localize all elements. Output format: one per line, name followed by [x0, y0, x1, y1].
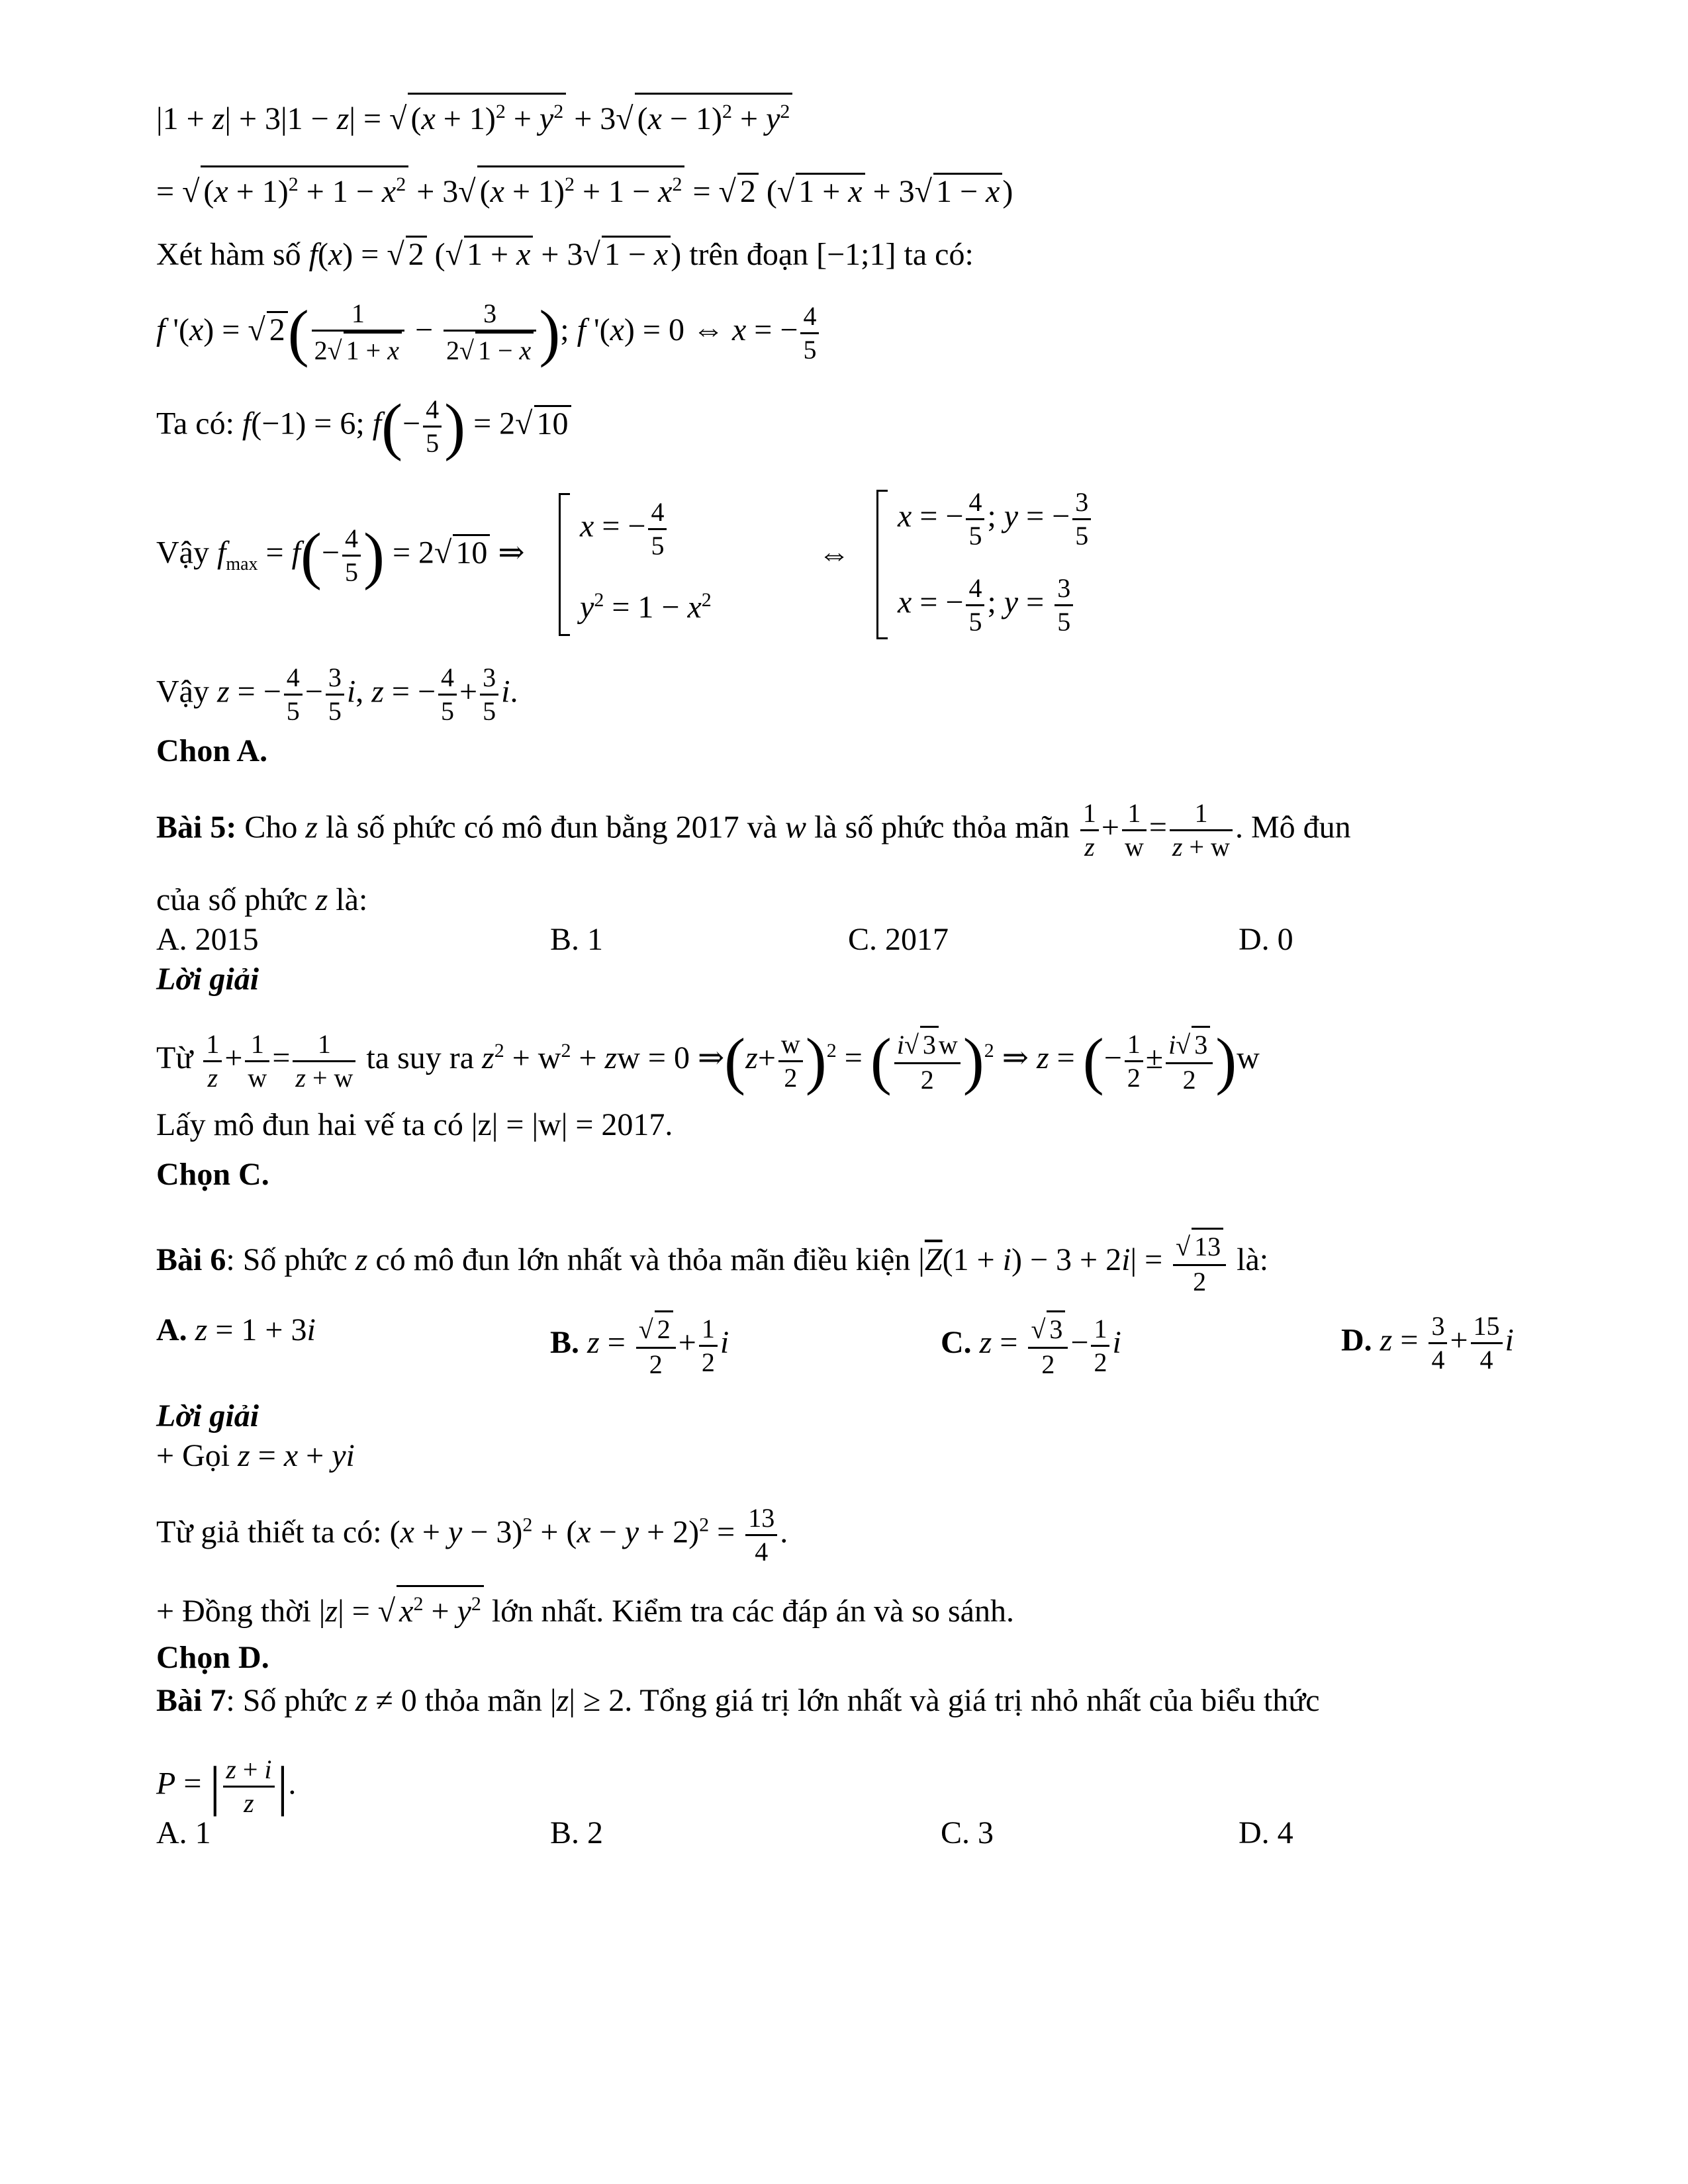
bai5-answer: Chọn C. — [156, 1157, 269, 1192]
bai5-question: Bài 5: Cho z là số phức có mô đun bằng 2017 và w là số phức thỏa mãn $\frac{1}{z}$ + $\frac{1}{w}$ = $\frac{1}{z + w}$ . Mô đun — [156, 798, 1351, 862]
bai7-option-d: D. 4 — [1239, 1815, 1293, 1850]
bai6-question: Bài 6: Số phức z có mô đun lớn nhất và thỏa mãn điều kiện $|\overline{Z}(1 + i) - 3 + 2i|$ = $\frac{√ 13}{2}$ là: — [156, 1228, 1268, 1298]
bai5-sol1-b: ta suy ra — [366, 1040, 475, 1076]
bai6-solution-heading: Lời giải — [156, 1398, 259, 1433]
system-2-row-1: x = − $\frac{4}{5}$ ; y = − $\frac{3}{5}$ — [898, 486, 1094, 552]
bai5-option-a: A. 2015 — [156, 922, 259, 957]
bai6-option-d: D. z = $\frac{3}{4}$ + $\frac{15}{4}$ i — [1341, 1311, 1514, 1375]
equation-line-2: = √ $(x + 1)^2 + 1 - x^2 + 3√$ $(x + 1)^2 + 1 - x^2$ = √ 2 (√ 1 + x + 3√ 1 − x) — [156, 165, 1013, 212]
system-2-row-2: x = − $\frac{4}{5}$ ; y = $\frac{3}{5}$ — [898, 572, 1076, 638]
bai6-text-c: là: — [1237, 1242, 1269, 1278]
bai5-text-c: là số phức thỏa mãn — [814, 809, 1070, 845]
bai7-option-c: C. 3 — [941, 1815, 994, 1850]
l3-label-b: trên đoạn — [689, 237, 809, 272]
bai6-text-b: có mô đun lớn nhất và thỏa mãn điều kiện — [375, 1242, 911, 1278]
bai5-question-cont: của số phức z là: — [156, 882, 368, 917]
bai7-label: Bài 7 — [156, 1683, 226, 1718]
bai7-expression: P = | $\frac{z + i}{z}$ |. — [156, 1754, 297, 1818]
equation-line-1: |1 + z| + 3|1 − z| = √ $(x + 1)^2 + y^2 + 3√$ $(x - 1)^2 + y^2$ — [156, 93, 792, 139]
bai6-sol3-b: lớn nhất. Kiểm tra các đáp án và so sánh. — [491, 1594, 1014, 1629]
bai6-option-d-label: D. — [1341, 1322, 1372, 1358]
text-line-3: Xét hàm số f(x) = √ 2 (√ 1 + x + 3√ 1 − x) trên đoạn [−1;1] ta có: — [156, 237, 974, 272]
l6-label: Vậy — [156, 535, 209, 570]
bai5-solution-line-2 — [156, 1105, 673, 1145]
bai5-option-b: B. 1 — [550, 922, 604, 957]
bai7-option-a: A. 1 — [156, 1815, 211, 1850]
l5-label: Ta có: — [156, 406, 234, 441]
bai5-label: Bài 5: — [156, 809, 237, 845]
bai6-sol2-text: Từ giả thiết ta có: — [156, 1514, 382, 1550]
conclusion-line: Vậy z = − $\frac{4}{5}$ − $\frac{3}{5}$ i, z = − $\frac{4}{5}$ + $\frac{3}{5}$ i. — [156, 662, 518, 726]
system-1-row-1: x = − $\frac{4}{5}$ — [580, 496, 669, 562]
bai5-option-c: C. 2017 — [848, 922, 949, 957]
bai6-answer: Chọn D. — [156, 1640, 269, 1675]
bai5-sol1-a: Từ — [156, 1040, 193, 1076]
bai7-text-a: : Số phức — [226, 1683, 348, 1718]
derivative-line: f '(x) = √ 2( $\frac{1}{2√ 1 + x}$ − $\frac{3}{2√ 1 - x}$ ); f '(x) = 0 ⇔ x = − $\frac{4}{5}$ — [156, 298, 821, 368]
system-bracket-2 — [876, 490, 888, 639]
bai6-option-a-label: A. — [156, 1312, 187, 1347]
bai6-sol1-text: + Gọi — [156, 1438, 230, 1473]
bai7-option-b: B. 2 — [550, 1815, 604, 1850]
bai7-question: Bài 7: Số phức z ≠ 0 thỏa mãn |z| ≥ 2. Tổng giá trị lớn nhất và giá trị nhỏ nhất của biểu thức — [156, 1683, 1320, 1718]
bai6-label: Bài 6 — [156, 1242, 226, 1278]
bai6-option-b: B. z = $\frac{√ 2}{2}$ + $\frac{1}{2}$ i — [550, 1310, 729, 1381]
bai6-solution-line-1: + Gọi z = x + yi — [156, 1438, 355, 1473]
bai5-text-f: là: — [336, 882, 368, 917]
l3-label-a: Xét hàm số — [156, 237, 301, 272]
l3-label-c: ta có: — [904, 237, 974, 272]
l7-label: Vậy — [156, 674, 209, 709]
bai6-solution-line-2: Từ giả thiết ta có: $(x + y - 3)^2 + (x - y + 2)^2$ = $\frac{13}{4}$ . — [156, 1503, 788, 1567]
bai5-option-d: D. 0 — [1239, 922, 1293, 957]
bai5-solution-line-1: Từ $\frac{1}{z}$ + $\frac{1}{w}$ = $\frac{1}{z + w}$ ta suy ra $z^2 + w^2$ + zw = 0 ⇒(z+ $\frac{w}{2}$ )$^2$ = ( $\frac{i√ 3 w}{2}$ )$^2$ ⇒ z = (− $\frac{1}{2}$ ± $\frac{i√ 3}{2}$ )w — [156, 1025, 1260, 1096]
values-line: Ta có: f(−1) = 6; f(− $\frac{4}{5}$ ) = 2√ 10 — [156, 394, 571, 459]
bai7-text-c: Tổng giá trị lớn nhất và giá trị nhỏ nhất của biểu thức — [639, 1683, 1320, 1718]
bai6-option-c-label: C. — [941, 1325, 972, 1361]
system-1-row-2: $y^2 = 1 - x^2$ — [580, 589, 712, 625]
bai6-option-c: C. z = $\frac{√ 3}{2}$ − $\frac{1}{2}$ i — [941, 1310, 1121, 1381]
fmax-line: Vậy $f_{max} = f(-$ $\frac{4}{5}$ ) = 2√ 10 ⇒ — [156, 520, 525, 591]
bai5-text-d: . Mô đun — [1235, 809, 1351, 845]
bai5-text-a: Cho — [244, 809, 298, 845]
bai5-text-b: là số phức có mô đun bằng 2017 và — [326, 809, 777, 845]
bai6-option-b-label: B. — [550, 1325, 580, 1361]
bai7-text-b: thỏa mãn — [424, 1683, 543, 1718]
system-bracket-1 — [559, 493, 570, 636]
bai6-text-a: : Số phức — [226, 1242, 348, 1278]
bai5-text-e: của số phức — [156, 882, 308, 917]
bai5-solution-heading: Lời giải — [156, 962, 259, 997]
bai6-solution-line-3: + Đồng thời |z| = √ $x^2 + y^2$ lớn nhất. Kiểm tra các đáp án và so sánh. — [156, 1585, 1014, 1631]
answer-choice-a: Chon A. — [156, 733, 268, 768]
bai5-sol2-text: Lấy mô đun hai vế ta có — [156, 1107, 463, 1142]
equivalence-symbol: ⇔ — [818, 537, 850, 572]
bai6-option-a: A. z = 1 + 3i — [156, 1312, 316, 1347]
bai5-sol2-math: |z| = |w| = 2017. — [471, 1107, 673, 1142]
bai6-sol3-a: + Đồng thời — [156, 1594, 311, 1629]
